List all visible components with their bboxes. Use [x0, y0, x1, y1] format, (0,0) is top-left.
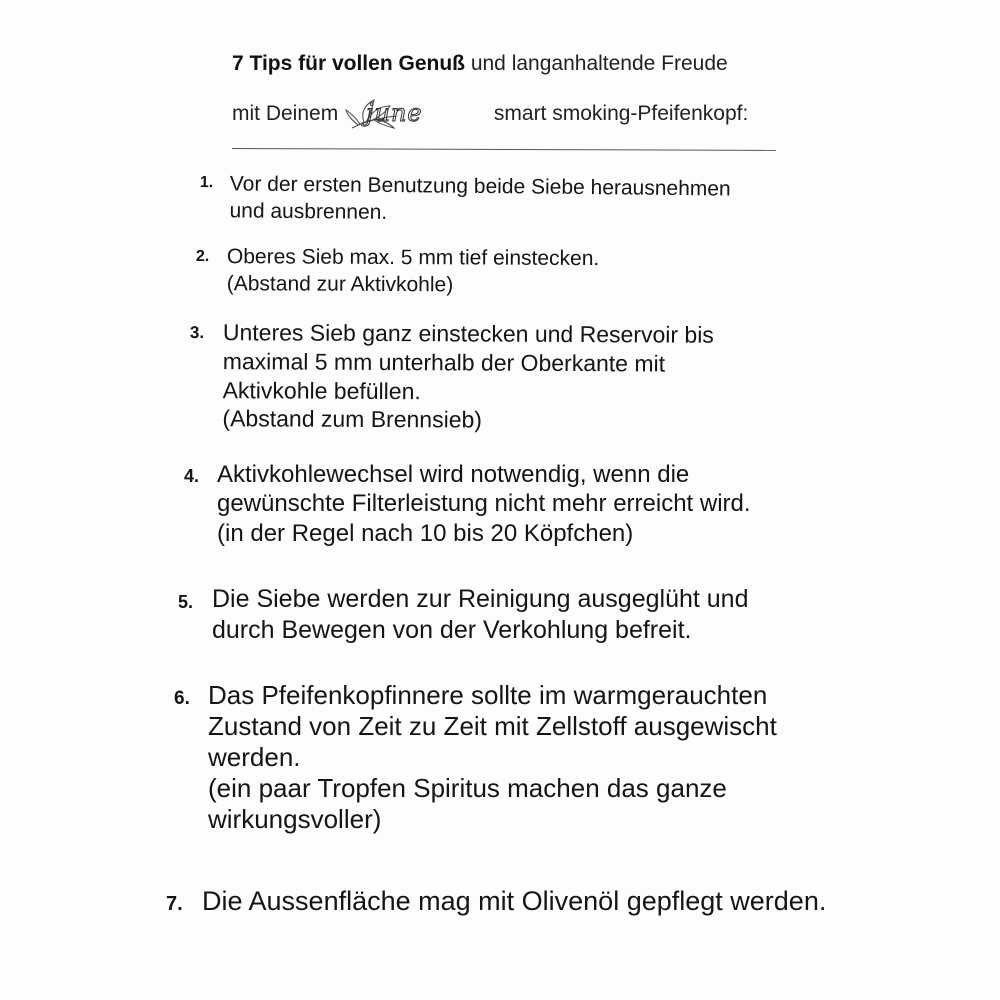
tip-line: wirkungsvoller)	[208, 803, 382, 834]
tip-line: und ausbrennen.	[229, 199, 388, 225]
tip-line: werden.	[208, 741, 301, 772]
tip-number: 1.	[199, 173, 214, 192]
logo-wordmark: june	[366, 99, 423, 127]
tip-text	[229, 170, 730, 230]
tip-text	[227, 244, 600, 299]
header-title-bold: 7 Tips für vollen Genuß	[232, 52, 465, 75]
tip-line: Vor der ersten Benutzung beide Siebe herausnehmen	[229, 172, 731, 201]
header-prefix: mit Deinem	[232, 102, 339, 125]
tip-number: 7.	[166, 893, 183, 915]
tip-line: (Abstand zur Aktivkohle)	[226, 271, 454, 297]
tip-number: 4.	[184, 466, 200, 486]
tip-number: 3.	[189, 322, 205, 343]
tip-text	[222, 318, 714, 436]
tip-number: 5.	[178, 592, 194, 612]
header-line-2	[232, 98, 748, 132]
tip-number: 6.	[174, 688, 190, 709]
header-title-rest: und langanhaltende Freude	[470, 52, 728, 75]
tip-line: Die Siebe werden zur Reinigung ausgeglüht und	[212, 585, 749, 613]
tip-line: Zustand von Zeit zu Zeit mit Zellstoff ausgewischt	[208, 710, 777, 741]
header-suffix: smart smoking-Pfeifenkopf:	[493, 102, 749, 125]
tip-line: Aktivkohlewechsel wird notwendig, wenn die	[217, 461, 690, 488]
tip-line: Die Aussenfläche mag mit Olivenöl gepflegt werden.	[202, 886, 827, 916]
tip-line: (ein paar Tropfen Spiritus machen das ganze	[208, 772, 727, 803]
tip-number: 2.	[195, 247, 210, 266]
header-line-1	[232, 52, 728, 76]
tip-line: maximal 5 mm unterhalb der Oberkante mit	[222, 347, 666, 377]
tip-line: durch Bewegen von der Verkohlung befreit.	[212, 616, 692, 644]
tip-text	[202, 884, 826, 918]
tip-line: gewünschte Filterleistung nicht mehr erreicht wird.	[217, 490, 751, 518]
header-divider	[232, 148, 776, 151]
tip-text	[208, 680, 777, 835]
tip-line: (Abstand zum Brennsieb)	[222, 405, 483, 433]
tip-line: Unteres Sieb ganz einstecken und Reservoir bis	[222, 319, 714, 348]
tip-line: Oberes Sieb max. 5 mm tief einstecken.	[226, 245, 600, 271]
tip-text	[212, 584, 748, 646]
tip-line: Aktivkohle befüllen.	[222, 376, 421, 404]
tip-line: (in der Regel nach 10 bis 20 Köpfchen)	[217, 519, 634, 547]
tip-line: Das Pfeifenkopfinnere sollte im warmgerauchten	[208, 680, 768, 710]
tip-text	[217, 460, 751, 548]
june-logo	[344, 98, 482, 132]
